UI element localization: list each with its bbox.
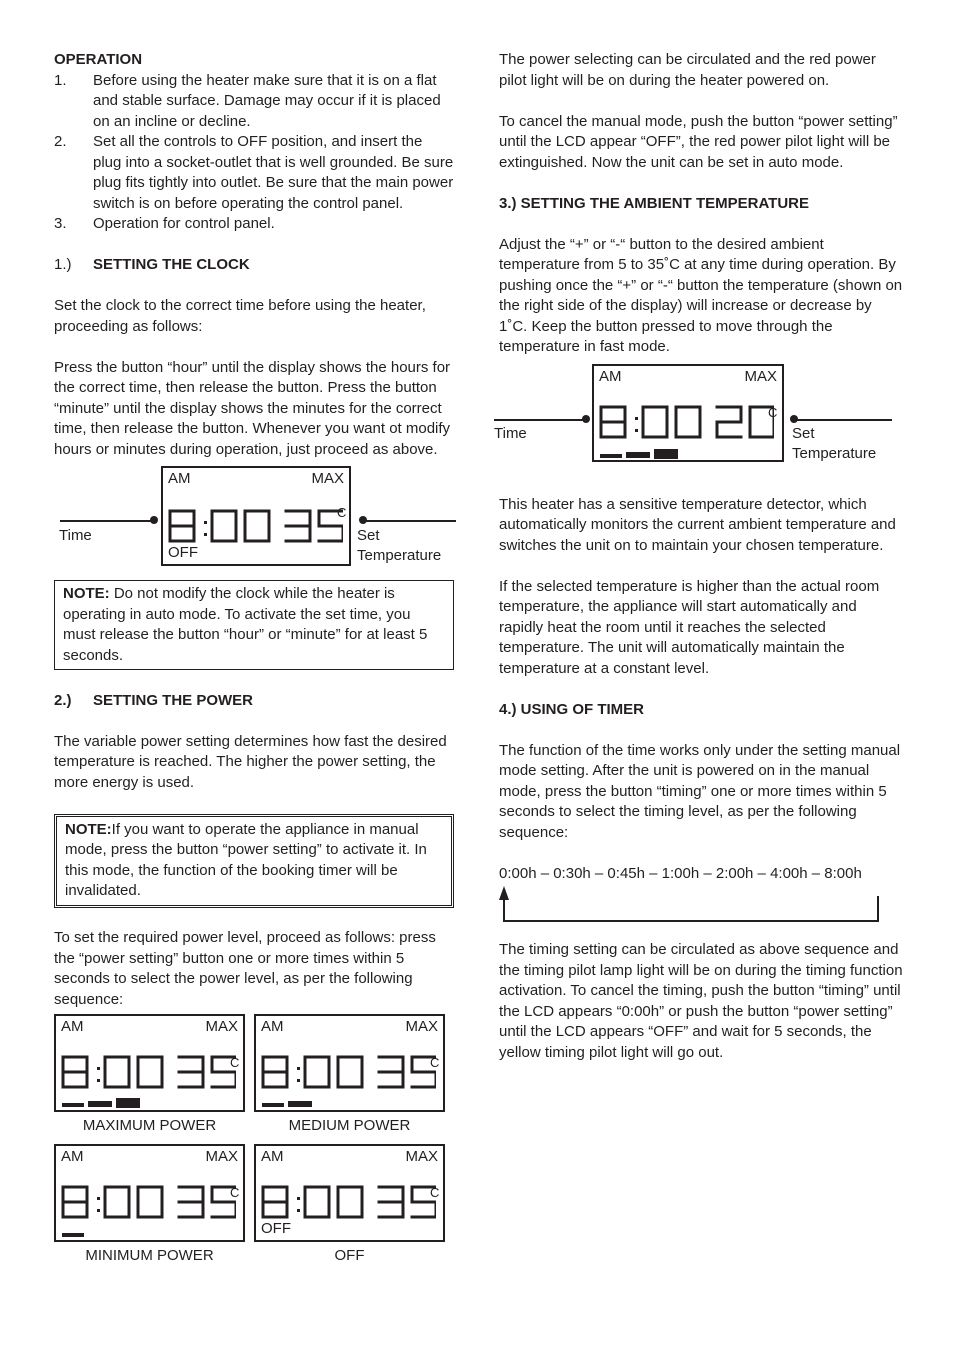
max-indicator: MAX xyxy=(205,1018,238,1035)
max-indicator: MAX xyxy=(405,1018,438,1035)
time-leader-line xyxy=(60,520,154,522)
power-level-bars xyxy=(262,1224,352,1238)
power-paragraph-2: To set the required power level, proceed as follows: press the “power setting” button one or more times within 5 seconds to select the power level, as per the following sequence: xyxy=(54,929,436,1008)
timer-paragraph-2: The timing setting can be circulated as above sequence and the timing pilot lamp light will be on during the timing function activation. To cancel the timing, push the button “timing” until the LCD appears “0:00h” or push the button “power setting” until the LCD appears “OFF” and wait for 5 seconds, the yellow timing pilot light will go out. xyxy=(499,941,903,1061)
time-leader-dot xyxy=(582,415,590,423)
operation-heading: OPERATION xyxy=(54,51,143,68)
max-indicator: MAX xyxy=(744,367,777,385)
right-column xyxy=(494,50,904,1063)
power-heading xyxy=(54,691,454,712)
section-number: 2.) xyxy=(54,691,72,709)
am-indicator: AM xyxy=(261,1018,284,1035)
ambient-paragraph-1: Adjust the “+” or “-“ button to the desired ambient temperature from 5 to 35˚C at any time during operation. By pushing once the “+” or “-“ button the temperature (shown on the right side of the display) will increase or decrease by 1˚C. Keep the button pressed to move through the temperature in fast mode. xyxy=(499,235,903,355)
lcd-digits xyxy=(60,1054,236,1090)
list-item xyxy=(54,132,454,214)
lcd-digits xyxy=(260,1184,436,1220)
set-temperature-label: Set Temperature xyxy=(357,527,442,564)
power-bar xyxy=(600,454,622,458)
time-label: Time xyxy=(494,424,527,442)
note-label: NOTE: xyxy=(63,585,110,602)
list-item xyxy=(54,214,454,235)
power-cycle-paragraph: The power selecting can be circulated and the red power pilot light will be on during the heater powered on. xyxy=(499,51,876,89)
power-paragraph-1: The variable power setting determines how fast the desired temperature is reached. The higher the power setting, the more energy is used. xyxy=(54,732,447,791)
timer-sequence: 0:00h – 0:30h – 0:45h – 1:00h – 2:00h – 4:00h – 8:00h xyxy=(499,864,862,882)
power-level-bars xyxy=(62,1224,152,1238)
am-indicator: AM xyxy=(61,1018,84,1035)
lcd-display xyxy=(592,364,784,462)
note-text: If you want to operate the appliance in manual mode, press the button “power setting” to activate it. In this mode, the function of the booking timer will be invalidated. xyxy=(65,820,427,899)
lcd-display xyxy=(161,466,351,566)
power-bar xyxy=(654,449,678,459)
power-bar xyxy=(62,1233,84,1237)
lcd-digits xyxy=(260,1054,436,1090)
clock-display-diagram xyxy=(54,466,454,576)
am-indicator: AM xyxy=(61,1148,84,1165)
power-bar xyxy=(62,1103,84,1107)
power-bar xyxy=(262,1103,284,1107)
temp-leader-line xyxy=(364,520,456,522)
section-title: SETTING THE CLOCK xyxy=(93,256,250,273)
lcd-display-medium xyxy=(254,1014,445,1112)
caption-maximum-power: MAXIMUM POWER xyxy=(82,1117,217,1134)
celsius-unit: C xyxy=(430,1055,440,1070)
step-number: 1. xyxy=(54,71,67,89)
step-number: 2. xyxy=(54,133,67,150)
celsius-unit: C xyxy=(337,505,347,520)
ambient-paragraph-3: If the selected temperature is higher than the actual room temperature, the appliance will start automatically and rapidly heat the room until it reaches the selected temperature. The unit will automatically maintain the temperature at a constant level. xyxy=(499,577,880,677)
temp-leader-line xyxy=(794,419,892,421)
clock-paragraph-1: Set the clock to the correct time before using the heater, proceeding as follows: xyxy=(54,297,426,335)
list-item xyxy=(54,71,454,133)
lcd-display-minimum xyxy=(54,1144,245,1242)
step-text: Before using the heater make sure that it is on a flat and stable surface. Damage may occur if it is placed on an incline or decline. xyxy=(93,71,441,130)
time-label: Time xyxy=(59,527,92,544)
off-indicator: OFF xyxy=(168,544,198,561)
am-indicator: AM xyxy=(261,1148,284,1165)
timer-heading: 4.) USING OF TIMER xyxy=(499,700,645,718)
timer-paragraph-1: The function of the time works only under the setting manual mode setting. After the unit is powered on in the manual mode, press the button “timing” one or more times within 5 seconds to select the timing level, as per the following sequence: xyxy=(499,741,901,841)
power-bar xyxy=(626,452,650,458)
time-leader-line xyxy=(494,419,588,421)
lcd-display-off xyxy=(254,1144,445,1242)
ambient-heading: 3.) SETTING THE AMBIENT TEMPERATURE xyxy=(499,194,810,212)
celsius-unit: C xyxy=(230,1055,240,1070)
am-indicator: AM xyxy=(599,367,622,385)
time-leader-dot xyxy=(150,516,158,524)
power-bar xyxy=(116,1098,140,1108)
lcd-digits xyxy=(60,1184,236,1220)
section-number: 1.) xyxy=(54,256,72,273)
max-indicator: MAX xyxy=(405,1148,438,1165)
ambient-display-diagram xyxy=(494,364,904,482)
am-indicator: AM xyxy=(168,470,191,487)
note-label: NOTE: xyxy=(65,820,112,838)
clock-heading xyxy=(54,255,454,276)
lcd-digits xyxy=(167,508,343,544)
caption-minimum-power: MINIMUM POWER xyxy=(85,1247,214,1264)
ambient-paragraph-2: This heater has a sensitive temperature detector, which automatically monitors the current ambient temperature and switches the unit on to maintain your chosen temperature. xyxy=(499,495,896,554)
cancel-manual-paragraph: To cancel the manual mode, push the button “power setting” until the LCD appear “OFF”, the red power pilot light will be extinguished. Now the unit can be set in auto mode. xyxy=(499,112,898,171)
note-text: Do not modify the clock while the heater is operating in auto mode. To activate the set time, you must release the button “hour” or “minute” for at least 5 seconds. xyxy=(63,585,428,664)
celsius-unit: C xyxy=(768,404,778,420)
off-indicator: OFF xyxy=(261,1220,291,1237)
operation-steps xyxy=(54,71,454,235)
step-text: Set all the controls to OFF position, and insert the plug into a socket-outlet that is well grounded. Be sure plug fits tightly into outlet. Be sure that the main power switch is on before operating the control panel. xyxy=(93,133,454,212)
power-displays-grid xyxy=(54,1014,454,1264)
section-title: SETTING THE POWER xyxy=(93,691,254,709)
celsius-unit: C xyxy=(430,1185,440,1200)
celsius-unit: C xyxy=(230,1185,240,1200)
step-text: Operation for control panel. xyxy=(93,215,275,232)
lcd-display-maximum xyxy=(54,1014,245,1112)
power-level-bars xyxy=(600,445,690,459)
max-indicator: MAX xyxy=(311,470,344,487)
power-level-bars xyxy=(62,1094,152,1108)
left-column xyxy=(54,50,454,1264)
power-level-bars xyxy=(262,1094,352,1108)
set-temperature-label: Set Temperature xyxy=(792,424,877,462)
timer-cycle-arrow xyxy=(499,886,889,924)
caption-off: OFF xyxy=(334,1247,365,1264)
power-bar xyxy=(88,1101,112,1107)
power-bar xyxy=(288,1101,312,1107)
clock-note xyxy=(54,580,454,670)
step-number: 3. xyxy=(54,215,67,232)
clock-paragraph-2: Press the button “hour” until the display shows the hours for the correct time, then release the button. Press the button “minute” until the display shows the minutes for the correct time, then release the button. Whenever you want ot modify hours or minutes during operation, just proceed as above. xyxy=(54,358,451,458)
max-indicator: MAX xyxy=(205,1148,238,1165)
power-note xyxy=(54,814,454,908)
lcd-digits xyxy=(598,404,774,440)
caption-medium-power: MEDIUM POWER xyxy=(288,1117,411,1134)
